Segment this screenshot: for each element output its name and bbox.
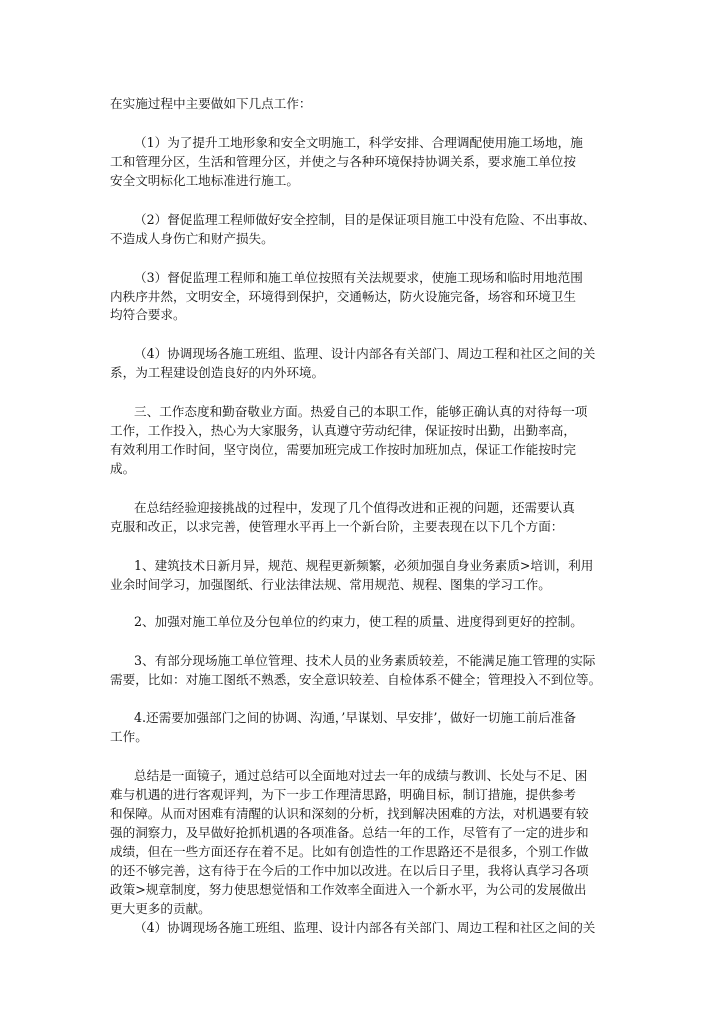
text-line: 系，为工程建设创造良好的内外环境。 [110, 365, 325, 380]
text-line: 工作。 [110, 729, 148, 744]
text-line: 不造成人身伤亡和财产损失。 [110, 231, 274, 246]
text-line: （4）协调现场各施工班组、监理、设计内部各有关部门、周边工程和社区之间的关 [134, 346, 596, 361]
text-line: 2、加强对施工单位及分包单位的约束力，使工程的质量、进度得到更好的控制。 [134, 614, 583, 629]
text-line: 有效利用工作时间，坚守岗位，需要加班完成工作按时加班加点，保证工作能按时完 [110, 442, 576, 457]
text-line: 政策>规章制度，努力使思想觉悟和工作效率全面进入一个新水平，为公司的发展做出 [110, 882, 587, 897]
text-line: 成。 [110, 461, 136, 476]
text-line: （4）协调现场各施工班组、监理、设计内部各有关部门、周边工程和社区之间的关 [134, 920, 596, 935]
text-line: 强的洞察力，及早做好抢抓机遇的各项准备。总结一年的工作，尽管有了一定的进步和 [110, 825, 589, 840]
text-line: 4.还需要加强部门之间的协调、沟通，’早谋划、早安排’，做好一切施工前后准备 [134, 710, 576, 725]
text-line: 内秩序井然，文明安全，环境得到保护，交通畅达，防火设施完备，场容和环境卫生 [110, 289, 576, 304]
text-line: 的还不够完善，这有待于在今后的工作中加以改进。在以后日子里，我将认真学习各项 [110, 863, 589, 878]
text-line: 业余时间学习，加强图纸、行业法律法规、常用规范、规程、图集的学习工作。 [110, 577, 551, 592]
text-line: 和保障。从而对困难有清醒的认识和深刻的分析，找到解决困难的方法，对机遇要有较 [110, 806, 589, 821]
text-line: （3）督促监理工程师和施工单位按照有关法规要求，使施工现场和临时用地范围 [134, 270, 583, 285]
text-line: 难与机遇的进行客观评判，为下一步工作理清思路，明确目标，制订措施，提供参考 [110, 787, 576, 802]
text-line: 成绩，但在一些方面还存在着不足。比如有创造性的工作思路还不是很多，个别工作做 [110, 844, 589, 859]
text-line: 均符合要求。 [110, 307, 186, 322]
text-line: 工作，工作投入，热心为大家服务，认真遵守劳动纪律，保证按时出勤，出勤率高， [110, 423, 576, 438]
text-line: 克服和改正，以求完善，使管理水平再上一个新台阶，主要表现在以下几个方面： [110, 519, 564, 534]
text-line: 总结是一面镜子，通过总结可以全面地对过去一年的成绩与教训、长处与不足、困 [134, 768, 588, 783]
text-line: （1）为了提升工地形象和安全文明施工，科学安排、合理调配使用施工场地，施 [134, 135, 583, 150]
text-line: 在总结经验迎接挑战的过程中，发现了几个值得改进和正视的问题，还需要认真 [134, 500, 575, 515]
text-line: 更大更多的贡献。 [110, 901, 211, 916]
text-line: 1、建筑技术日新月异，规范、规程更新频繁，必须加强自身业务素质>培训，利用 [134, 558, 594, 573]
text-line: （2）督促监理工程师做好安全控制，目的是保证项目施工中没有危险、不出事故、 [134, 212, 596, 227]
text-line: 需要，比如：对施工图纸不熟悉，安全意识较差、自检体系不健全；管理投入不到位等。 [110, 672, 602, 687]
text-line: 3、有部分现场施工单位管理、技术人员的业务素质较差，不能满足施工管理的实际 [134, 653, 596, 668]
text-line: 三、工作态度和勤奋敬业方面。热爱自己的本职工作，能够正确认真的对待每一项 [134, 404, 588, 419]
text-line: 在实施过程中主要做如下几点工作： [110, 96, 312, 111]
text-line: 工和管理分区，生活和管理分区，并使之与各种环境保持协调关系，要求施工单位按 [110, 154, 576, 169]
text-line: 安全文明标化工地标准进行施工。 [110, 173, 299, 188]
